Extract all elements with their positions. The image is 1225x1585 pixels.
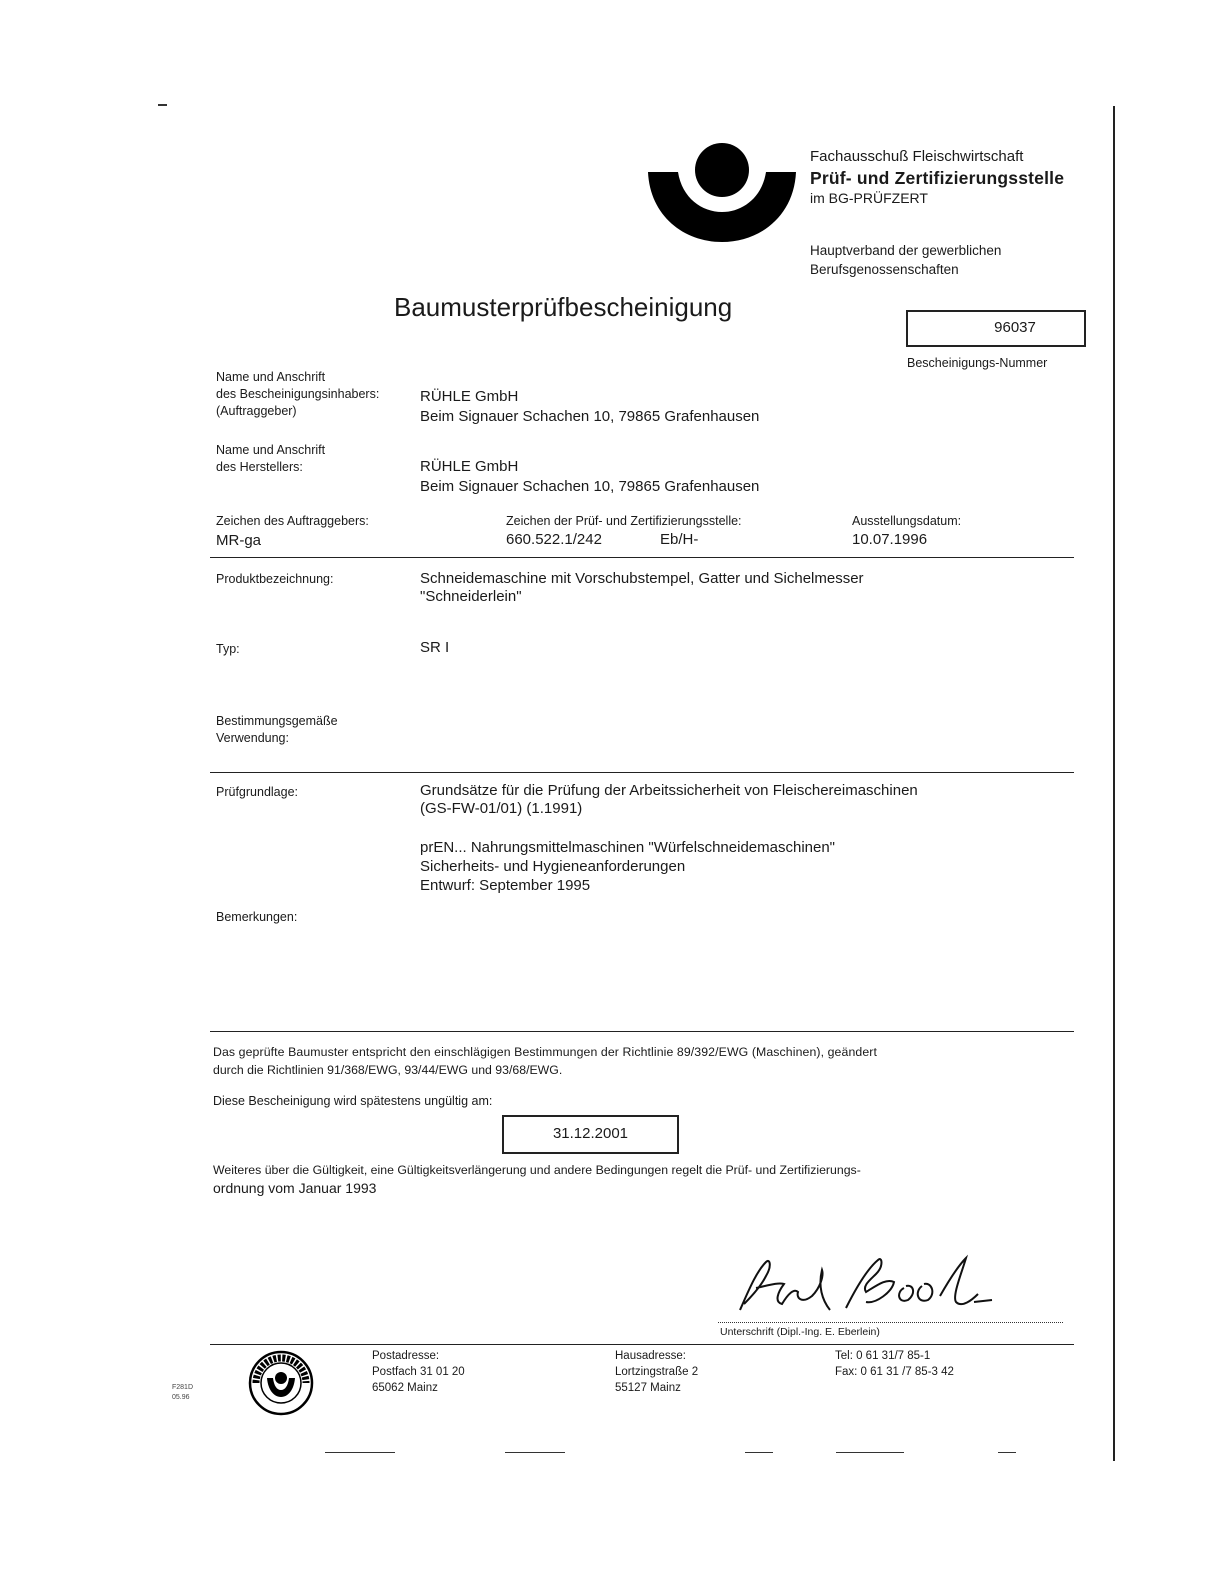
scan-mark bbox=[745, 1452, 773, 1453]
certificate-number-label: Bescheinigungs-Nummer bbox=[907, 356, 1048, 370]
conformity-statement-line1: Das geprüfte Baumuster entspricht den einschlägigen Bestimmungen der Richtlinie 89/392/EWG (Maschinen), geändert bbox=[213, 1045, 877, 1059]
house-address-label: Hausadresse: bbox=[615, 1350, 686, 1362]
scan-mark bbox=[325, 1452, 395, 1453]
validity-note-line1: Weiteres über die Gültigkeit, eine Gültigkeitsverlängerung und andere Bedingungen regelt die Prüf- und Zertifizierungs- bbox=[213, 1163, 861, 1177]
test-basis-line1: Grundsätze für die Prüfung der Arbeitssicherheit von Fleischereimaschinen bbox=[420, 782, 918, 799]
house-address-line2: 55127 Mainz bbox=[615, 1382, 681, 1394]
product-description-line1: Schneidemaschine mit Vorschubstempel, Gatter und Sichelmesser bbox=[420, 570, 864, 587]
type-label: Typ: bbox=[216, 642, 240, 656]
divider bbox=[210, 1031, 1074, 1032]
house-address-line1: Lortzingstraße 2 bbox=[615, 1366, 699, 1378]
bg-logo-icon bbox=[648, 138, 796, 242]
scan-mark bbox=[836, 1452, 904, 1453]
manufacturer-label-line1: Name und Anschrift bbox=[216, 443, 326, 457]
org-name-line3: im BG-PRÜFZERT bbox=[810, 190, 928, 206]
signature-line bbox=[718, 1322, 1063, 1323]
certificate-number: 96037 bbox=[994, 319, 1036, 336]
signature-caption: Unterschrift (Dipl.-Ing. E. Eberlein) bbox=[720, 1326, 880, 1338]
org-parent-line2: Berufsgenossenschaften bbox=[810, 262, 959, 277]
expiry-date: 31.12.2001 bbox=[552, 1125, 629, 1142]
test-basis-line2: (GS-FW-01/01) (1.1991) bbox=[420, 800, 583, 817]
holder-address: Beim Signauer Schachen 10, 79865 Grafenhausen bbox=[420, 408, 760, 425]
test-basis-label: Prüfgrundlage: bbox=[216, 785, 299, 799]
intended-use-label-line2: Verwendung: bbox=[216, 731, 289, 745]
divider bbox=[210, 772, 1074, 773]
manufacturer-label-line2: des Herstellers: bbox=[216, 460, 303, 474]
fax-number: Fax: 0 61 31 /7 85-3 42 bbox=[835, 1366, 954, 1378]
scan-mark bbox=[998, 1452, 1016, 1453]
remarks-label: Bemerkungen: bbox=[216, 910, 298, 924]
test-basis-line4: Sicherheits- und Hygieneanforderungen bbox=[420, 858, 686, 875]
holder-label-line3: (Auftraggeber) bbox=[216, 404, 297, 418]
postal-address-line1: Postfach 31 01 20 bbox=[372, 1366, 465, 1378]
test-basis-line3: prEN... Nahrungsmittelmaschinen "Würfelschneidemaschinen" bbox=[420, 839, 835, 856]
type-value: SR I bbox=[420, 639, 450, 656]
postal-address-label: Postadresse: bbox=[372, 1350, 440, 1362]
telephone-number: Tel: 0 61 31/7 85-1 bbox=[835, 1350, 931, 1362]
client-reference-value: MR-ga bbox=[216, 532, 262, 549]
form-code: F281D bbox=[172, 1384, 194, 1391]
validity-label: Diese Bescheinigung wird spätestens ungültig am: bbox=[213, 1094, 493, 1108]
scan-mark bbox=[158, 104, 167, 106]
form-date: 05.96 bbox=[172, 1394, 190, 1401]
expiry-date-box bbox=[502, 1115, 679, 1154]
client-reference-label: Zeichen des Auftraggebers: bbox=[216, 514, 369, 528]
manufacturer-address: Beim Signauer Schachen 10, 79865 Grafenhausen bbox=[420, 478, 760, 495]
issue-date-value: 10.07.1996 bbox=[852, 531, 928, 548]
validity-note-line2: ordnung vom Januar 1993 bbox=[213, 1180, 377, 1196]
product-label: Produktbezeichnung: bbox=[216, 572, 334, 586]
holder-label-line2: des Bescheinigungsinhabers: bbox=[216, 387, 380, 401]
issue-date-label: Ausstellungsdatum: bbox=[852, 514, 962, 528]
test-basis-line5: Entwurf: September 1995 bbox=[420, 877, 591, 894]
divider bbox=[210, 1344, 1074, 1345]
postal-address-line2: 65062 Mainz bbox=[372, 1382, 438, 1394]
org-name-line1: Fachausschuß Fleischwirtschaft bbox=[810, 148, 1024, 165]
manufacturer-name: RÜHLE GmbH bbox=[420, 458, 519, 475]
product-description-line2: "Schneiderlein" bbox=[420, 588, 522, 605]
intended-use-label-line1: Bestimmungsgemäße bbox=[216, 714, 338, 728]
holder-name: RÜHLE GmbH bbox=[420, 388, 519, 405]
scan-mark bbox=[505, 1452, 565, 1453]
office-reference-initials: Eb/H- bbox=[660, 531, 699, 548]
bg-pruefzert-seal-icon bbox=[248, 1350, 314, 1416]
conformity-statement-line2: durch die Richtlinien 91/368/EWG, 93/44/EWG und 93/68/EWG. bbox=[213, 1063, 563, 1077]
signature-icon bbox=[726, 1252, 996, 1324]
office-reference-value: 660.522.1/242 bbox=[506, 531, 602, 548]
certificate-number-box bbox=[906, 310, 1086, 347]
right-border-line bbox=[1113, 106, 1115, 1461]
org-parent-line1: Hauptverband der gewerblichen bbox=[810, 243, 1002, 258]
holder-label-line1: Name und Anschrift bbox=[216, 370, 326, 384]
page-title: Baumusterprüfbescheinigung bbox=[394, 292, 733, 322]
divider bbox=[210, 557, 1074, 558]
org-name-line2: Prüf- und Zertifizierungsstelle bbox=[810, 168, 1065, 188]
office-reference-label: Zeichen der Prüf- und Zertifizierungsstelle: bbox=[506, 514, 742, 528]
